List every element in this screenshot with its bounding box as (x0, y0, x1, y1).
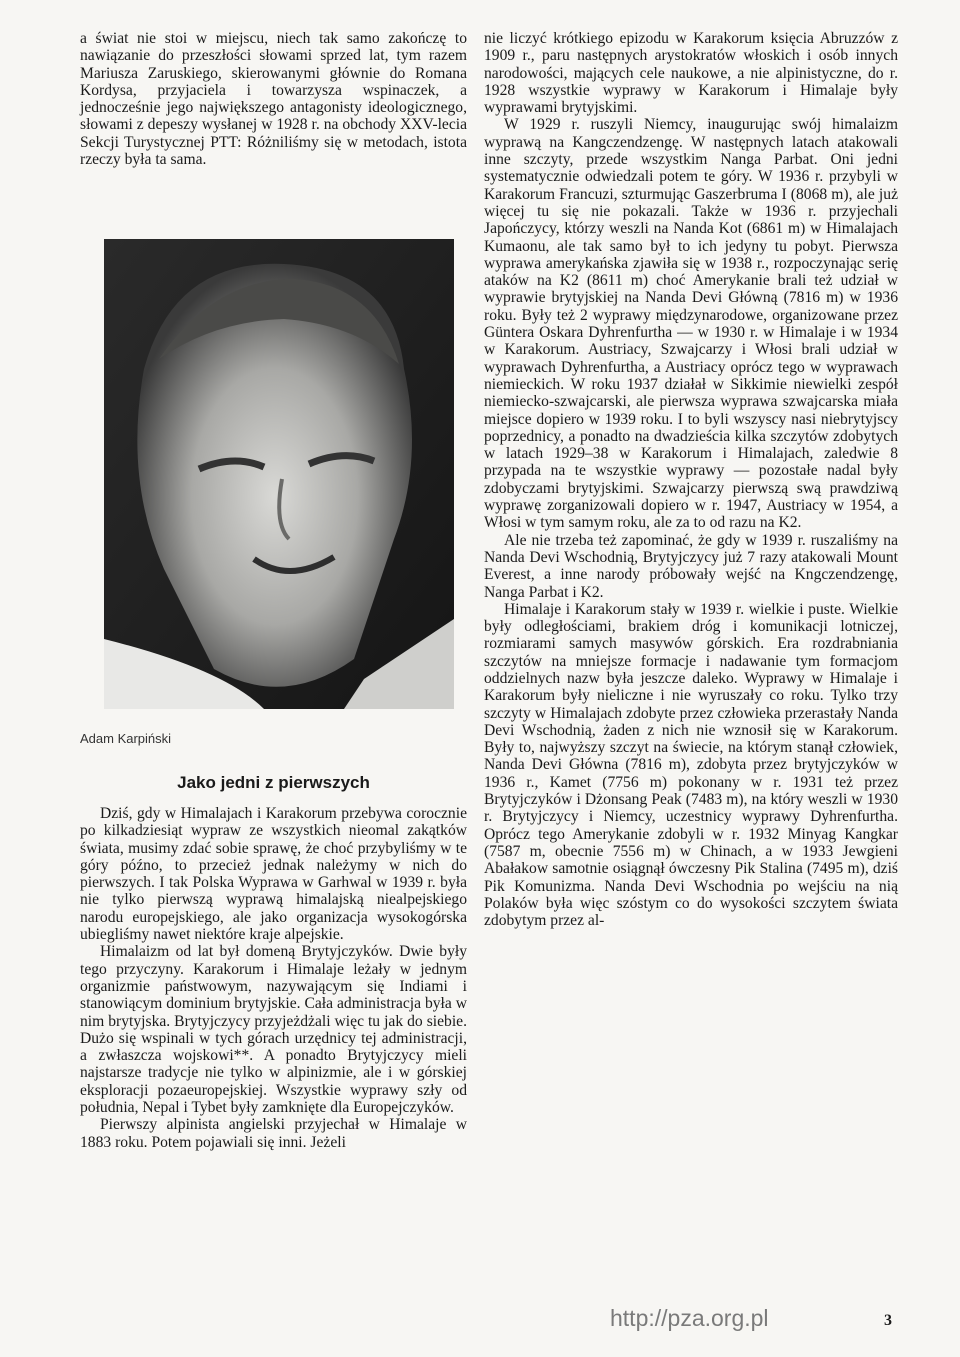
intro-paragraph: a świat nie stoi w miejscu, niech tak samo zakończę to nawiązanie do przeszłości słowami sprzed lat, tym razem Mariusza Zaruskiego, skierowanymi głównie do Romana Kordysa, przyjaciela i towarzysza wspinaczek, a jednocześnie jego największego antagonisty ideologicznego, słowami z depeszy wysłanej w 1928 r. na obchody XXV-lecia Sekcji Turystycznej PTT: Różniliśmy się w metodach, istota rzeczy była ta sama. (80, 30, 467, 169)
body-paragraph: Pierwszy alpinista angielski przyjechał w Himalaje w 1883 roku. Potem pojawiali się inni. Jeżeli (80, 1116, 467, 1151)
body-paragraph: Dziś, gdy w Himalajach i Karakorum przebywa corocznie po kilkadziesiąt wypraw ze wszystkich nieomal zakątków świata, musimy zdać sobie sprawę, że choć przybyliśmy w te góry późno, to przecież jednak należymy w nich do pierwszych. I tak Polska Wyprawa w Garhwal w 1939 r. była nie tylko pierwszą wyprawą himalajską niealpejskiego narodu europejskiego, ale jako organizacja wysokogórska ubiegliśmy nawet niektóre kraje alpejskie. (80, 805, 467, 944)
body-paragraph: nie liczyć krótkiego epizodu w Karakorum księcia Abruzzów z 1909 r., paru następnych arystokratów włoskich i osób innych narodowości, mających cele naukowe, a nie alpinistyczne, do r. 1928 wszystkie wyprawy w Karakorum i Himalaje były wyprawami brytyjskimi. (484, 30, 898, 117)
body-paragraph: Himalaje i Karakorum stały w 1939 r. wielkie i puste. Wielkie były odległościami, brakiem dróg i komunikacji lotniczej, rozmiarami samych masywów górskich. Era rozdrabniania szczytów na mniejsze formacje i nadawanie tym formacjom oddzielnych nazw była jeszcze daleko. Wyprawy w Himalaje i Karakorum były nieliczne i nie wyruszały co roku. Tylko trzy szczyty w Himalajach zdobyte przez człowieka przerastały Nanda Devi Wschodnią, żaden z nich nie wznosił się w Karakorum. Były to, najwyższy szczyt na świecie, na którym stanął człowiek, Nanda Devi Główna (7816 m), zdobyta przez brytyjczyków w 1936 r., Kamet (7756 m) pokonany w r. 1931 też przez Brytyjczyków i Dżonsang Peak (7483 m), na który weszli w 1930 r. Brytyjczycy i Niemcy, uczestnicy wyprawy Dyhrenfurtha. Oprócz tego Amerykanie zdobyli w r. 1932 Minyag Kangkar (7587 m, obecnie 7556 m) w Chinach, a w 1933 Jewgieni Abałakow samotnie osiągnął ówczesny Pik Stalina (7495 m), dziś Pik Komunizma. Nanda Devi Wschodnia po wejściu na nią Polaków była więc szóstym co do wysokości szczytem świata zdobytym przez al- (484, 600, 898, 930)
body-paragraph: Ale nie trzeba też zapominać, że gdy w 1939 r. ruszaliśmy na Nanda Devi Wschodnią, Brytyjczycy już 7 razy atakowali Mount Everest, a inne narody próbowały wejść na Kngczendzengę, Nanga Parbat i K2. (484, 531, 898, 601)
page-number: 3 (884, 1312, 892, 1329)
left-column-body (80, 805, 467, 1151)
portrait-image (104, 239, 454, 709)
portrait-photo (104, 239, 454, 709)
source-url: http://pza.org.pl (610, 1305, 769, 1331)
section-heading: Jako jedni z pierwszych (177, 773, 370, 792)
body-paragraph: Himalaizm od lat był domeną Brytyjczyków. Dwie były tego przyczyny. Karakorum i Himalaje leżały w jednym organizmie państwowym, nazywającym się Indiami i stanowiącym dominium brytyjskie. Cała administracja była w nim brytyjska. Brytyjczycy przyjeżdżali więc tu jak do siebie. Dużo się wspinali w tych górach urzędnicy tej administracji, a zwłaszcza wojskowi**. A ponadto Brytyjczycy mieli najstarsze tradycje nie tylko w alpinizmie, ale i w górskiej eksploracji pozaeuropejskiej. Wszystkie wyprawy szły od południa, Nepal i Tybet były zamknięte dla Europejczyków. (80, 943, 467, 1117)
photo-caption: Adam Karpiński (80, 731, 172, 746)
body-paragraph: W 1929 r. ruszyli Niemcy, inaugurując swój himalaizm wyprawą na Kangczendzengę. W następnych latach atakowali inne szczyty, przede wszystkim Nanga Parbat. Oni jedni systematycznie odwiedzali potem te góry. W 1936 r. przybyli w Karakorum Francuzi, szturmując Gaszerbruma I (8068 m), ale już więcej tu się nie pokazali. Także w 1936 r. przyjechali Japończycy, którzy weszli na Nanda Kot (6861 m) w Himalajach Kumaonu, ale tak samo był to ich jedyny tu pobyt. Pierwsza wyprawa amerykańska zjawiła się w 1938 r., rozpoczynając serię ataków na K2 (8611 m) choć Amerykanie brali też udział w wyprawie brytyjskiej na Nanda Devi Główną (7816 m) w 1936 roku. Były też 2 wyprawy międzynarodowe, organizowane przez Güntera Oskara Dyhrenfurtha — w 1930 r. w Himalaje i w 1934 w Karakorum. Austriacy, Szwajcarzy i Włosi brali udział w wyprawach Dyhrenfurtha, a Austriacy oprócz tego w wyprawach niemieckich. W roku 1937 działał w Sikkimie niewielki zespół niemiecko-szwajcarski, ale pierwsza wyprawa szwajcarska miała miejsce dopiero w 1939 roku. I to byli wszyscy nasi niebrytyjscy poprzednicy, a ponadto na dwadzieścia kilka szczytów zdobytych w latach 1929–38 w Karakorum i Himalajach, zaledwie 8 przypada na te wszystkie wyprawy — pozostałe nadal były zdobyczami brytyjskimi. Szwajcarzy pierwszą swą prawdziwą wyprawę zorganizowali dopiero w r. 1947, Austriacy w 1954, a Włosi w tym samym roku, ale za to od razu na K2. (484, 116, 898, 532)
left-column-top (80, 30, 467, 168)
right-column (484, 30, 898, 929)
